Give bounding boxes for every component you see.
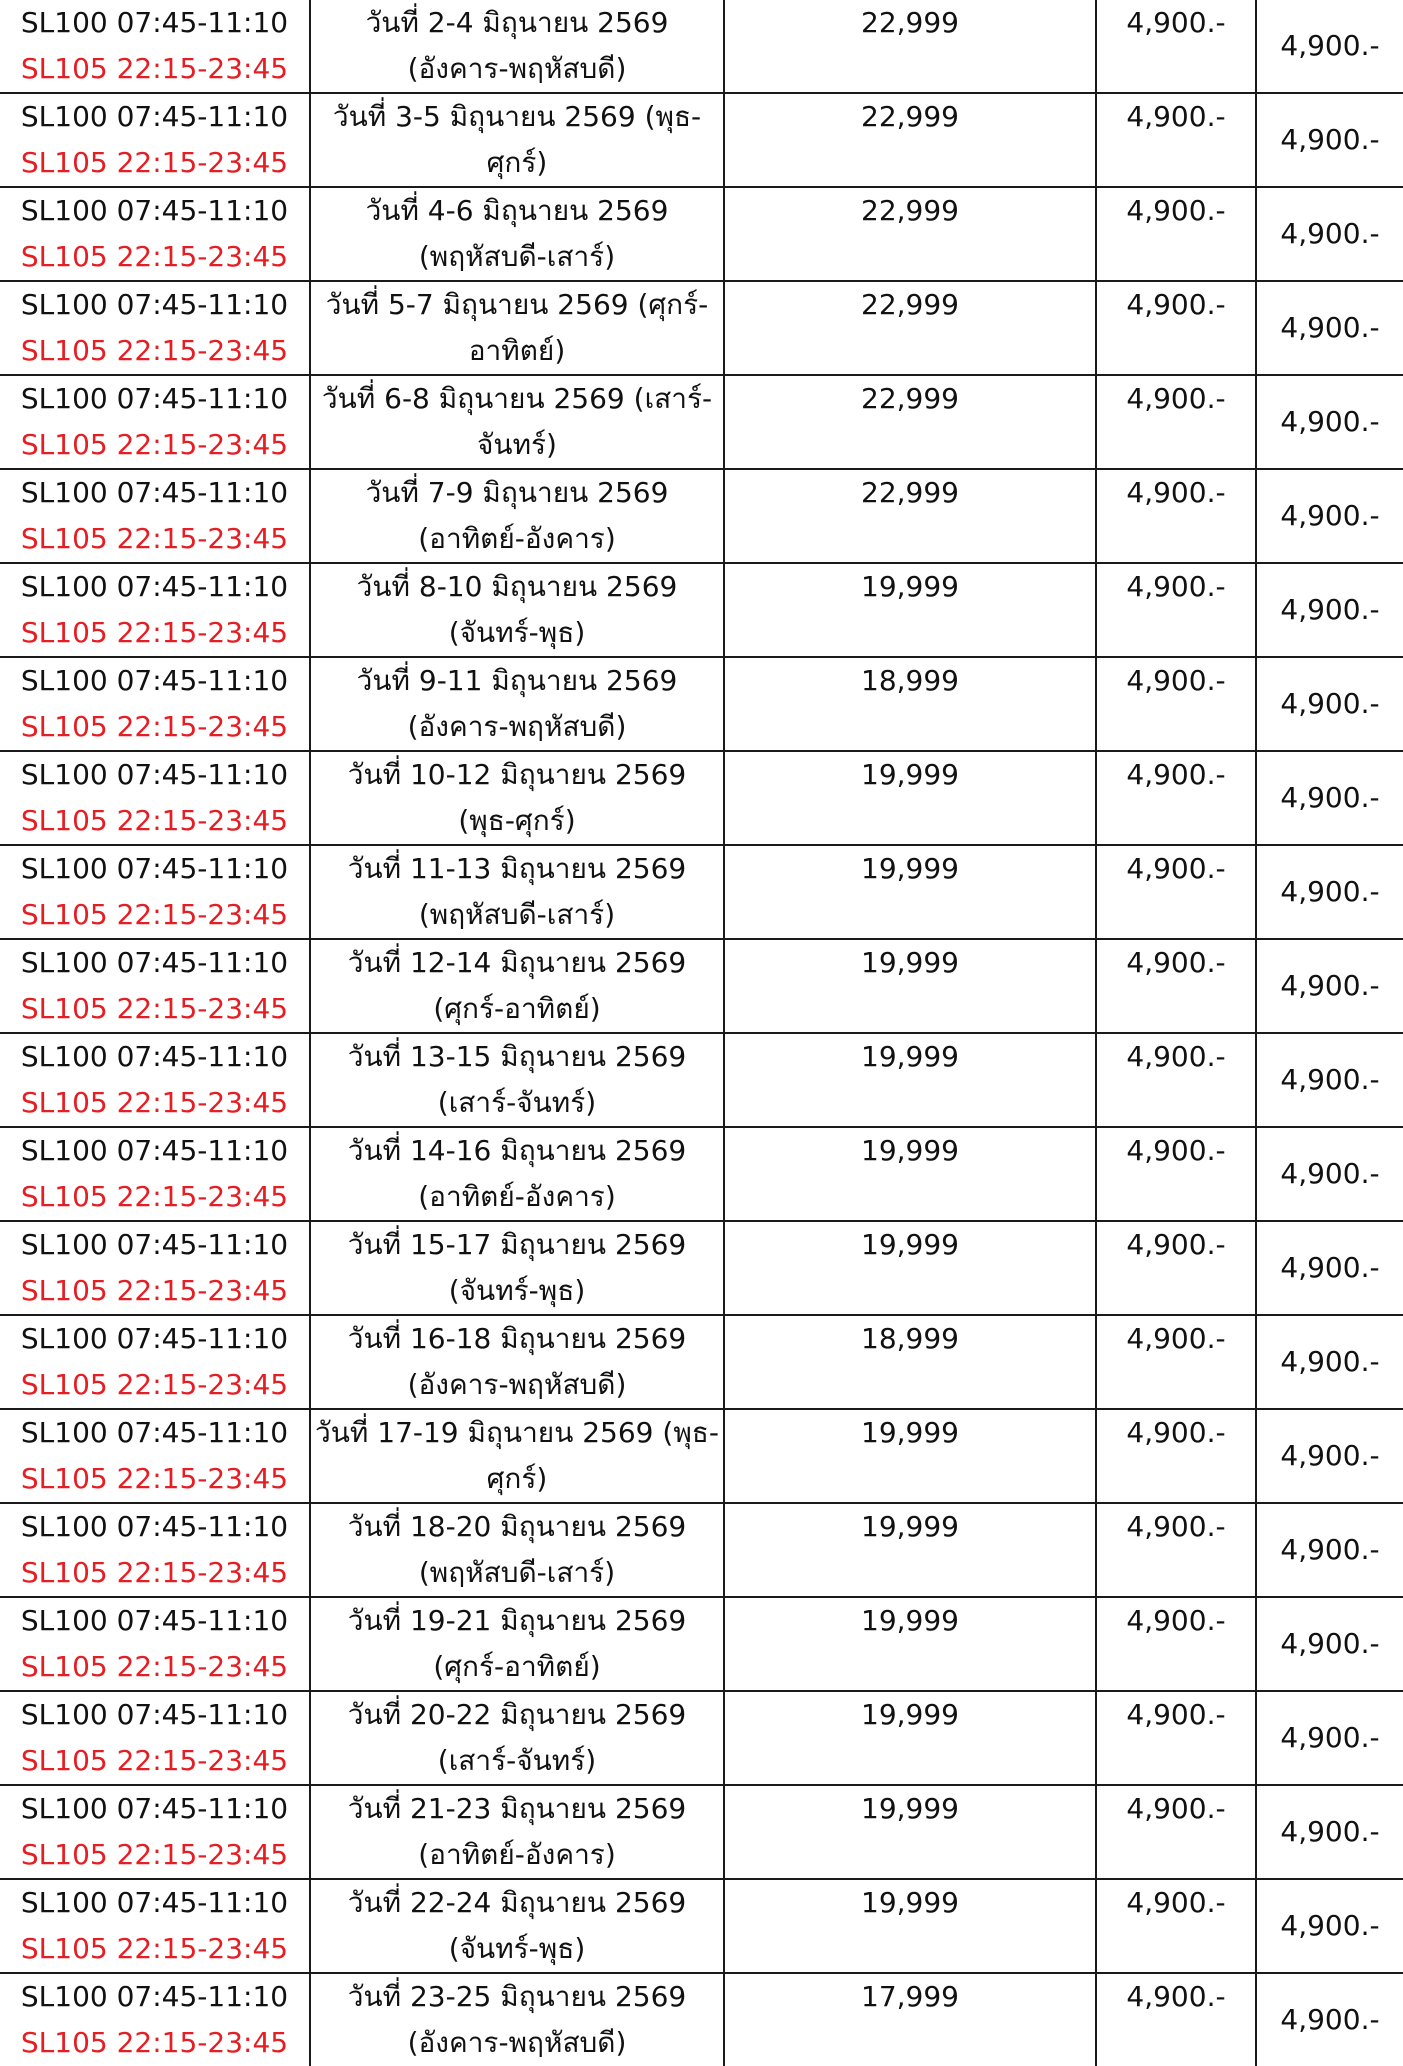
price-cell (724, 1691, 1096, 1785)
table-row (0, 1879, 1403, 1973)
fee-b-cell (1256, 1597, 1403, 1691)
fee-b-value: 4,900.- (1280, 1157, 1380, 1190)
travel-days-line: (จันทร์-พุธ) (448, 1932, 586, 1965)
travel-date-cell (310, 1127, 724, 1221)
outbound-flight: SL100 07:45-11:10 (20, 1980, 289, 2013)
price-value: 22,999 (861, 194, 959, 227)
flight-cell (0, 845, 310, 939)
table-row (0, 657, 1403, 751)
fee-a-value: 4,900.- (1126, 664, 1226, 697)
fee-a-value: 4,900.- (1126, 1322, 1226, 1355)
fee-a-cell (1096, 1315, 1256, 1409)
flight-cell (0, 1597, 310, 1691)
outbound-flight: SL100 07:45-11:10 (20, 6, 289, 39)
travel-date-cell (310, 469, 724, 563)
price-value: 19,999 (861, 1510, 959, 1543)
travel-date-line: วันที่ 21-23 มิถุนายน 2569 (347, 1792, 687, 1825)
outbound-flight: SL100 07:45-11:10 (20, 1698, 289, 1731)
price-value: 19,999 (861, 1228, 959, 1261)
travel-date-cell (310, 1597, 724, 1691)
return-flight: SL105 22:15-23:45 (20, 146, 289, 179)
fee-b-cell (1256, 1409, 1403, 1503)
return-flight: SL105 22:15-23:45 (20, 428, 289, 461)
price-cell (724, 375, 1096, 469)
price-value: 19,999 (861, 946, 959, 979)
travel-date-line: วันที่ 20-22 มิถุนายน 2569 (347, 1698, 687, 1731)
fee-b-value: 4,900.- (1280, 1533, 1380, 1566)
outbound-flight: SL100 07:45-11:10 (20, 288, 289, 321)
flight-cell (0, 1409, 310, 1503)
price-cell (724, 1315, 1096, 1409)
fee-b-value: 4,900.- (1280, 1721, 1380, 1754)
table-row (0, 469, 1403, 563)
price-cell (724, 1127, 1096, 1221)
price-cell (724, 939, 1096, 1033)
outbound-flight: SL100 07:45-11:10 (20, 1510, 289, 1543)
flight-cell (0, 751, 310, 845)
fee-a-cell (1096, 939, 1256, 1033)
fee-a-cell (1096, 751, 1256, 845)
price-cell (724, 1033, 1096, 1127)
fee-a-value: 4,900.- (1126, 6, 1226, 39)
return-flight: SL105 22:15-23:45 (20, 1086, 289, 1119)
travel-date-cell (310, 187, 724, 281)
travel-date-line: วันที่ 14-16 มิถุนายน 2569 (347, 1134, 687, 1167)
flight-cell (0, 469, 310, 563)
price-cell (724, 1597, 1096, 1691)
table-row (0, 1033, 1403, 1127)
table-row (0, 1597, 1403, 1691)
fee-a-value: 4,900.- (1126, 1510, 1226, 1543)
fee-b-value: 4,900.- (1280, 29, 1380, 62)
return-flight: SL105 22:15-23:45 (20, 1274, 289, 1307)
travel-date-cell (310, 281, 724, 375)
travel-days-line: ศุกร์) (486, 1462, 548, 1495)
fee-b-value: 4,900.- (1280, 1251, 1380, 1284)
outbound-flight: SL100 07:45-11:10 (20, 1792, 289, 1825)
travel-days-line: (อังคาร-พฤหัสบดี) (407, 710, 627, 743)
price-cell (724, 1503, 1096, 1597)
travel-date-cell (310, 563, 724, 657)
outbound-flight: SL100 07:45-11:10 (20, 664, 289, 697)
fee-a-cell (1096, 563, 1256, 657)
fee-a-cell (1096, 187, 1256, 281)
travel-days-line: (พฤหัสบดี-เสาร์) (418, 898, 616, 931)
travel-date-line: วันที่ 13-15 มิถุนายน 2569 (347, 1040, 687, 1073)
fee-b-value: 4,900.- (1280, 969, 1380, 1002)
flight-cell (0, 1315, 310, 1409)
table-row (0, 0, 1403, 93)
travel-date-line: วันที่ 3-5 มิถุนายน 2569 (พุธ- (332, 100, 702, 133)
flight-cell (0, 1691, 310, 1785)
table-row (0, 845, 1403, 939)
travel-date-cell (310, 845, 724, 939)
fee-a-value: 4,900.- (1126, 570, 1226, 603)
fee-b-cell (1256, 1503, 1403, 1597)
travel-days-line: ศุกร์) (486, 146, 548, 179)
travel-date-cell (310, 939, 724, 1033)
fee-a-value: 4,900.- (1126, 1980, 1226, 2013)
fee-b-value: 4,900.- (1280, 593, 1380, 626)
fee-a-cell (1096, 657, 1256, 751)
outbound-flight: SL100 07:45-11:10 (20, 570, 289, 603)
travel-date-cell (310, 1409, 724, 1503)
table-row (0, 1785, 1403, 1879)
fee-b-value: 4,900.- (1280, 405, 1380, 438)
price-value: 22,999 (861, 288, 959, 321)
fee-a-value: 4,900.- (1126, 194, 1226, 227)
travel-date-cell (310, 1503, 724, 1597)
travel-days-line: (เสาร์-จันทร์) (437, 1086, 597, 1119)
fee-b-value: 4,900.- (1280, 875, 1380, 908)
flight-cell (0, 375, 310, 469)
table-row (0, 375, 1403, 469)
price-value: 19,999 (861, 1886, 959, 1919)
outbound-flight: SL100 07:45-11:10 (20, 1604, 289, 1637)
flight-cell (0, 1879, 310, 1973)
price-value: 19,999 (861, 852, 959, 885)
fee-a-value: 4,900.- (1126, 382, 1226, 415)
travel-date-line: วันที่ 18-20 มิถุนายน 2569 (347, 1510, 687, 1543)
fee-b-cell (1256, 563, 1403, 657)
travel-date-cell (310, 1033, 724, 1127)
travel-date-cell (310, 1691, 724, 1785)
flight-cell (0, 1033, 310, 1127)
flight-cell (0, 187, 310, 281)
travel-days-line: (อาทิตย์-อังคาร) (418, 1838, 616, 1871)
travel-days-line: (อังคาร-พฤหัสบดี) (407, 52, 627, 85)
table-row (0, 187, 1403, 281)
fee-b-value: 4,900.- (1280, 499, 1380, 532)
return-flight: SL105 22:15-23:45 (20, 616, 289, 649)
table-row (0, 1315, 1403, 1409)
travel-date-line: วันที่ 15-17 มิถุนายน 2569 (347, 1228, 687, 1261)
fee-b-cell (1256, 1691, 1403, 1785)
fee-b-cell (1256, 1973, 1403, 2066)
fee-a-value: 4,900.- (1126, 758, 1226, 791)
return-flight: SL105 22:15-23:45 (20, 898, 289, 931)
fee-b-cell (1256, 939, 1403, 1033)
travel-date-cell (310, 375, 724, 469)
travel-date-line: วันที่ 22-24 มิถุนายน 2569 (347, 1886, 687, 1919)
table-row (0, 93, 1403, 187)
fee-a-cell (1096, 375, 1256, 469)
price-value: 18,999 (861, 664, 959, 697)
fee-a-cell (1096, 469, 1256, 563)
flight-cell (0, 281, 310, 375)
outbound-flight: SL100 07:45-11:10 (20, 1228, 289, 1261)
fee-b-cell (1256, 187, 1403, 281)
travel-date-cell (310, 93, 724, 187)
travel-date-cell (310, 1785, 724, 1879)
fee-b-cell (1256, 1127, 1403, 1221)
price-value: 19,999 (861, 570, 959, 603)
fee-a-value: 4,900.- (1126, 852, 1226, 885)
price-cell (724, 1785, 1096, 1879)
fee-b-cell (1256, 751, 1403, 845)
flight-cell (0, 1127, 310, 1221)
travel-days-line: (พฤหัสบดี-เสาร์) (418, 240, 616, 273)
table-row (0, 1503, 1403, 1597)
travel-days-line: (เสาร์-จันทร์) (437, 1744, 597, 1777)
fee-a-cell (1096, 845, 1256, 939)
fee-b-value: 4,900.- (1280, 781, 1380, 814)
travel-date-line: วันที่ 8-10 มิถุนายน 2569 (356, 570, 678, 603)
travel-date-line: วันที่ 17-19 มิถุนายน 2569 (พุธ- (315, 1416, 719, 1449)
travel-date-line: วันที่ 6-8 มิถุนายน 2569 (เสาร์- (321, 382, 713, 415)
fee-b-value: 4,900.- (1280, 1909, 1380, 1942)
travel-date-line: วันที่ 4-6 มิถุนายน 2569 (365, 194, 669, 227)
fee-b-cell (1256, 0, 1403, 93)
outbound-flight: SL100 07:45-11:10 (20, 194, 289, 227)
fee-b-cell (1256, 845, 1403, 939)
fee-a-value: 4,900.- (1126, 1040, 1226, 1073)
travel-days-line: อาทิตย์) (468, 334, 566, 367)
fee-b-value: 4,900.- (1280, 217, 1380, 250)
fee-a-cell (1096, 1691, 1256, 1785)
flight-cell (0, 0, 310, 93)
price-cell (724, 187, 1096, 281)
fee-a-value: 4,900.- (1126, 1228, 1226, 1261)
price-cell (724, 657, 1096, 751)
return-flight: SL105 22:15-23:45 (20, 2026, 289, 2059)
travel-date-cell (310, 1315, 724, 1409)
fee-a-cell (1096, 1221, 1256, 1315)
table-row (0, 1221, 1403, 1315)
price-value: 19,999 (861, 1604, 959, 1637)
return-flight: SL105 22:15-23:45 (20, 1368, 289, 1401)
price-value: 19,999 (861, 758, 959, 791)
price-value: 22,999 (861, 100, 959, 133)
travel-date-cell (310, 1221, 724, 1315)
travel-date-cell (310, 751, 724, 845)
return-flight: SL105 22:15-23:45 (20, 1932, 289, 1965)
outbound-flight: SL100 07:45-11:10 (20, 476, 289, 509)
return-flight: SL105 22:15-23:45 (20, 992, 289, 1025)
travel-days-line: (อังคาร-พฤหัสบดี) (407, 1368, 627, 1401)
fee-b-cell (1256, 469, 1403, 563)
return-flight: SL105 22:15-23:45 (20, 334, 289, 367)
outbound-flight: SL100 07:45-11:10 (20, 1134, 289, 1167)
travel-days-line: (จันทร์-พุธ) (448, 1274, 586, 1307)
travel-date-cell (310, 1879, 724, 1973)
price-cell (724, 93, 1096, 187)
travel-days-line: (พุธ-ศุกร์) (458, 804, 576, 837)
travel-date-line: วันที่ 23-25 มิถุนายน 2569 (347, 1980, 687, 2013)
travel-date-cell (310, 657, 724, 751)
table-row (0, 1127, 1403, 1221)
travel-days-line: (ศุกร์-อาทิตย์) (433, 1650, 601, 1683)
price-value: 18,999 (861, 1322, 959, 1355)
price-cell (724, 1973, 1096, 2066)
fee-a-cell (1096, 1033, 1256, 1127)
fee-a-cell (1096, 1409, 1256, 1503)
price-cell (724, 1879, 1096, 1973)
fee-b-cell (1256, 1879, 1403, 1973)
price-cell (724, 469, 1096, 563)
table-row (0, 751, 1403, 845)
outbound-flight: SL100 07:45-11:10 (20, 758, 289, 791)
fee-a-value: 4,900.- (1126, 1134, 1226, 1167)
travel-days-line: จันทร์) (477, 428, 557, 461)
fee-b-value: 4,900.- (1280, 1063, 1380, 1096)
fee-a-value: 4,900.- (1126, 1416, 1226, 1449)
price-cell (724, 845, 1096, 939)
fee-b-cell (1256, 375, 1403, 469)
fee-a-value: 4,900.- (1126, 1604, 1226, 1637)
outbound-flight: SL100 07:45-11:10 (20, 100, 289, 133)
fee-a-cell (1096, 0, 1256, 93)
return-flight: SL105 22:15-23:45 (20, 1838, 289, 1871)
fee-b-cell (1256, 657, 1403, 751)
outbound-flight: SL100 07:45-11:10 (20, 1416, 289, 1449)
price-cell (724, 563, 1096, 657)
return-flight: SL105 22:15-23:45 (20, 52, 289, 85)
travel-days-line: (อาทิตย์-อังคาร) (418, 522, 616, 555)
return-flight: SL105 22:15-23:45 (20, 240, 289, 273)
travel-days-line: (พฤหัสบดี-เสาร์) (418, 1556, 616, 1589)
flight-cell (0, 563, 310, 657)
table-row (0, 1409, 1403, 1503)
fee-a-value: 4,900.- (1126, 476, 1226, 509)
travel-days-line: (จันทร์-พุธ) (448, 616, 586, 649)
travel-date-cell (310, 0, 724, 93)
travel-days-line: (ศุกร์-อาทิตย์) (433, 992, 601, 1025)
outbound-flight: SL100 07:45-11:10 (20, 1886, 289, 1919)
fee-b-value: 4,900.- (1280, 1627, 1380, 1660)
fee-b-cell (1256, 1033, 1403, 1127)
price-value: 19,999 (861, 1040, 959, 1073)
return-flight: SL105 22:15-23:45 (20, 710, 289, 743)
travel-date-line: วันที่ 2-4 มิถุนายน 2569 (365, 6, 669, 39)
outbound-flight: SL100 07:45-11:10 (20, 1322, 289, 1355)
price-cell (724, 281, 1096, 375)
return-flight: SL105 22:15-23:45 (20, 1650, 289, 1683)
travel-date-cell (310, 1973, 724, 2066)
travel-date-line: วันที่ 7-9 มิถุนายน 2569 (365, 476, 669, 509)
travel-date-line: วันที่ 16-18 มิถุนายน 2569 (347, 1322, 687, 1355)
fee-b-value: 4,900.- (1280, 2003, 1380, 2036)
travel-date-line: วันที่ 11-13 มิถุนายน 2569 (347, 852, 687, 885)
travel-days-line: (อาทิตย์-อังคาร) (418, 1180, 616, 1213)
price-cell (724, 751, 1096, 845)
table-row (0, 939, 1403, 1033)
return-flight: SL105 22:15-23:45 (20, 1180, 289, 1213)
flight-cell (0, 657, 310, 751)
flight-cell (0, 1785, 310, 1879)
flight-cell (0, 93, 310, 187)
travel-date-line: วันที่ 5-7 มิถุนายน 2569 (ศุกร์- (325, 288, 709, 321)
price-cell (724, 1221, 1096, 1315)
fee-a-cell (1096, 1597, 1256, 1691)
return-flight: SL105 22:15-23:45 (20, 1462, 289, 1495)
travel-date-line: วันที่ 12-14 มิถุนายน 2569 (347, 946, 687, 979)
fee-a-value: 4,900.- (1126, 1698, 1226, 1731)
return-flight: SL105 22:15-23:45 (20, 1744, 289, 1777)
return-flight: SL105 22:15-23:45 (20, 522, 289, 555)
price-value: 22,999 (861, 6, 959, 39)
fee-b-cell (1256, 1315, 1403, 1409)
table-row (0, 281, 1403, 375)
travel-date-line: วันที่ 10-12 มิถุนายน 2569 (347, 758, 687, 791)
fee-a-value: 4,900.- (1126, 1792, 1226, 1825)
fee-b-value: 4,900.- (1280, 311, 1380, 344)
return-flight: SL105 22:15-23:45 (20, 804, 289, 837)
flight-cell (0, 1221, 310, 1315)
fee-b-value: 4,900.- (1280, 1439, 1380, 1472)
outbound-flight: SL100 07:45-11:10 (20, 382, 289, 415)
fee-a-cell (1096, 1973, 1256, 2066)
fee-b-value: 4,900.- (1280, 123, 1380, 156)
travel-date-line: วันที่ 19-21 มิถุนายน 2569 (347, 1604, 687, 1637)
table-row (0, 1691, 1403, 1785)
price-value: 17,999 (861, 1980, 959, 2013)
price-value: 22,999 (861, 476, 959, 509)
fee-b-cell (1256, 1785, 1403, 1879)
outbound-flight: SL100 07:45-11:10 (20, 1040, 289, 1073)
table-row (0, 1973, 1403, 2066)
fee-a-cell (1096, 1503, 1256, 1597)
fee-a-value: 4,900.- (1126, 946, 1226, 979)
fee-a-value: 4,900.- (1126, 288, 1226, 321)
travel-days-line: (อังคาร-พฤหัสบดี) (407, 2026, 627, 2059)
flight-cell (0, 1503, 310, 1597)
price-value: 19,999 (861, 1698, 959, 1731)
fee-b-cell (1256, 281, 1403, 375)
fee-a-value: 4,900.- (1126, 100, 1226, 133)
flight-cell (0, 1973, 310, 2066)
fee-b-cell (1256, 1221, 1403, 1315)
price-value: 19,999 (861, 1792, 959, 1825)
fee-a-cell (1096, 1785, 1256, 1879)
outbound-flight: SL100 07:45-11:10 (20, 852, 289, 885)
fee-a-value: 4,900.- (1126, 1886, 1226, 1919)
fee-a-cell (1096, 93, 1256, 187)
fee-b-value: 4,900.- (1280, 1345, 1380, 1378)
flight-cell (0, 939, 310, 1033)
fee-b-value: 4,900.- (1280, 1815, 1380, 1848)
fee-b-value: 4,900.- (1280, 687, 1380, 720)
fee-a-cell (1096, 1879, 1256, 1973)
price-cell (724, 0, 1096, 93)
return-flight: SL105 22:15-23:45 (20, 1556, 289, 1589)
table-row (0, 563, 1403, 657)
fee-b-cell (1256, 93, 1403, 187)
price-value: 22,999 (861, 382, 959, 415)
price-value: 19,999 (861, 1134, 959, 1167)
price-cell (724, 1409, 1096, 1503)
travel-date-line: วันที่ 9-11 มิถุนายน 2569 (356, 664, 678, 697)
fee-a-cell (1096, 281, 1256, 375)
outbound-flight: SL100 07:45-11:10 (20, 946, 289, 979)
fee-a-cell (1096, 1127, 1256, 1221)
price-value: 19,999 (861, 1416, 959, 1449)
